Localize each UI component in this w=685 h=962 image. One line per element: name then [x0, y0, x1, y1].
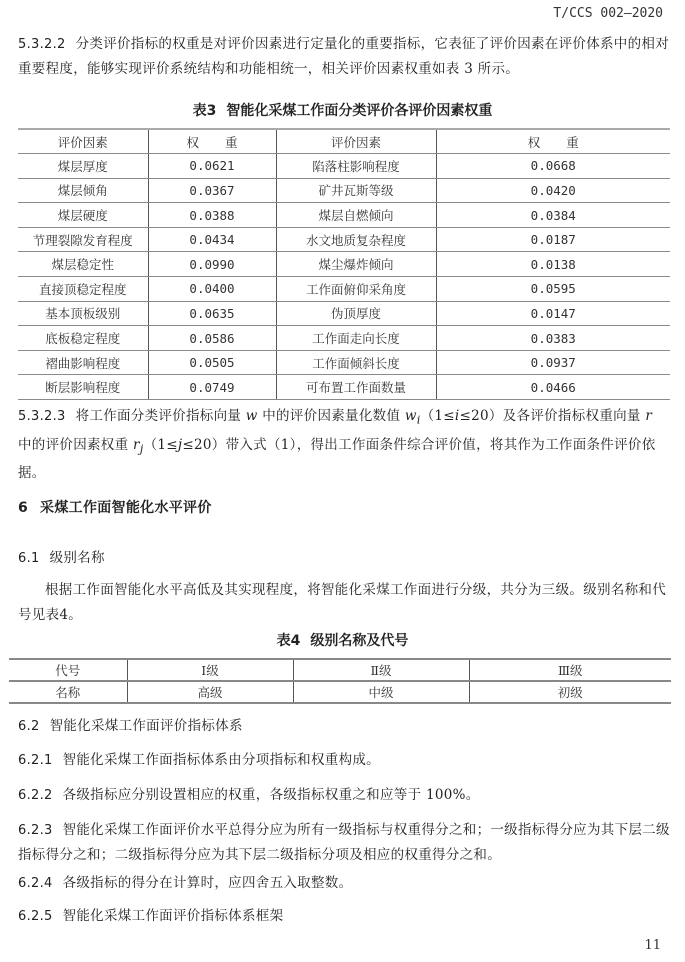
factor-cell: 直接顶稳定程度 — [18, 277, 148, 302]
weight-cell: 0.0388 — [148, 203, 276, 228]
clause-number: 6.2.3 — [18, 823, 53, 838]
header-weight: 权 重 — [436, 129, 670, 154]
factor-cell: 煤层稳定性 — [18, 252, 148, 277]
section-6-1-heading — [18, 546, 670, 571]
table4-caption-number: 表4 — [276, 633, 301, 649]
factor-cell: 煤尘爆炸倾向 — [276, 252, 436, 277]
variable-rj: r — [133, 436, 140, 453]
table3-caption — [0, 100, 685, 120]
clause-text-part: （1≤ — [143, 436, 178, 453]
weight-cell: 0.0749 — [148, 375, 276, 400]
level-cell: 中级 — [293, 681, 469, 703]
table-row — [18, 326, 670, 351]
clause-text: 智能化采煤工作面指标体系由分项指标和权重构成。 — [62, 752, 380, 768]
factor-cell: 伪顶厚度 — [276, 301, 436, 326]
table-row — [18, 227, 670, 252]
weight-cell: 0.0668 — [436, 154, 670, 179]
section-number: 6.2 — [18, 719, 40, 734]
clause-text: 分类评价指标的权重是对评价因素进行定量化的重要指标，它表征了评价因素在评价体系中的相对重要程度，能够实现评价系统结构和功能相统一，相关评价因素权重如表 3 所示。 — [18, 36, 669, 77]
clause-6-2-3 — [18, 818, 670, 868]
factor-cell: 工作面倾斜长度 — [276, 350, 436, 375]
weight-cell: 0.0147 — [436, 301, 670, 326]
clause-text-part: 中的评价因素权重 — [18, 436, 133, 453]
table4-caption — [0, 630, 685, 650]
clause-text: 各级指标应分别设置相应的权重，各级指标权重之和应等于 100%。 — [62, 787, 480, 803]
table-row — [9, 681, 671, 703]
table-row — [18, 154, 670, 179]
factor-cell: 节理裂隙发育程度 — [18, 227, 148, 252]
variable-j: j — [177, 436, 183, 453]
level-cell: 高级 — [127, 681, 293, 703]
factor-cell: 矿井瓦斯等级 — [276, 178, 436, 203]
factor-cell: 褶曲影响程度 — [18, 350, 148, 375]
table4-caption-title: 级别名称及代号 — [310, 633, 409, 649]
weight-cell: 0.0434 — [148, 227, 276, 252]
clause-number: 6.2.2 — [18, 788, 53, 803]
clause-number: 5.3.2.2 — [18, 37, 66, 52]
variable-r: r — [645, 408, 653, 424]
variable-i: i — [454, 408, 460, 424]
section-number: 6.1 — [18, 551, 40, 566]
weight-cell: 0.0621 — [148, 154, 276, 179]
factor-cell: 煤层硬度 — [18, 203, 148, 228]
factor-cell: 底板稳定程度 — [18, 326, 148, 351]
weight-cell: 0.0138 — [436, 252, 670, 277]
factor-cell: 陷落柱影响程度 — [276, 154, 436, 179]
section-title: 级别名称 — [49, 550, 105, 566]
variable-w: w — [245, 408, 258, 424]
table3-caption-title: 智能化采煤工作面分类评价各评价因素权重 — [226, 103, 493, 119]
clause-text-part: ≤20）及各评价指标权重向量 — [459, 408, 646, 424]
section-6-2-heading — [18, 714, 670, 739]
variable-wi: w — [404, 408, 417, 424]
clause-6-2-1 — [18, 748, 670, 773]
weight-cell: 0.0466 — [436, 375, 670, 400]
clause-text: 智能化采煤工作面评价指标体系框架 — [62, 908, 284, 924]
row-label-cell: 代号 — [9, 659, 127, 681]
row-label-cell: 名称 — [9, 681, 127, 703]
table3-factor-weights — [18, 128, 670, 400]
clause-text: 各级指标的得分在计算时，应四舍五入取整数。 — [62, 875, 353, 891]
page-number: 11 — [644, 938, 661, 953]
table3-caption-number: 表3 — [192, 103, 217, 119]
header-factor: 评价因素 — [18, 129, 148, 154]
factor-cell: 工作面俯仰采角度 — [276, 277, 436, 302]
factor-cell: 煤层倾角 — [18, 178, 148, 203]
clause-number: 5.3.2.3 — [18, 409, 66, 424]
table-row — [18, 301, 670, 326]
factor-cell: 工作面走向长度 — [276, 326, 436, 351]
weight-cell: 0.0937 — [436, 350, 670, 375]
table-row — [18, 375, 670, 400]
section-6-heading — [18, 496, 670, 521]
clause-text-part: ≤20）带入式（1），得出工作面条件综合评价值，将其作为工作面条件评价依据。 — [18, 436, 656, 482]
table-row — [18, 178, 670, 203]
level-cell: Ⅱ级 — [293, 659, 469, 681]
section-number: 6 — [18, 500, 29, 516]
section-6-1-body: 根据工作面智能化水平高低及其实现程度，将智能化采煤工作面进行分级，共分为三级。级别名称和代号见表4。 — [18, 582, 666, 623]
clause-5-3-2-3 — [18, 404, 670, 486]
level-cell: Ⅲ级 — [469, 659, 671, 681]
subscript-j: j — [139, 442, 144, 456]
weight-cell: 0.0595 — [436, 277, 670, 302]
section-title: 智能化采煤工作面评价指标体系 — [49, 718, 243, 734]
table4-level-names — [9, 658, 671, 704]
factor-cell: 煤层厚度 — [18, 154, 148, 179]
weight-cell: 0.0586 — [148, 326, 276, 351]
level-cell: 初级 — [469, 681, 671, 703]
weight-cell: 0.0400 — [148, 277, 276, 302]
factor-cell: 基本顶板级别 — [18, 301, 148, 326]
factor-cell: 水文地质复杂程度 — [276, 227, 436, 252]
clause-text: 智能化采煤工作面评价水平总得分应为所有一级指标与权重得分之和；一级指标得分应为其下层二级指标得分之和；二级指标得分应为其下层二级指标分项及相应的权重得分之和。 — [18, 822, 670, 863]
clause-6-2-4 — [18, 871, 670, 896]
subscript-i: i — [416, 413, 421, 427]
factor-cell: 煤层自燃倾向 — [276, 203, 436, 228]
weight-cell: 0.0187 — [436, 227, 670, 252]
document-code: T/CCS 002—2020 — [553, 6, 663, 21]
factor-cell: 断层影响程度 — [18, 375, 148, 400]
weight-cell: 0.0505 — [148, 350, 276, 375]
weight-cell: 0.0420 — [436, 178, 670, 203]
factor-cell: 可布置工作面数量 — [276, 375, 436, 400]
weight-cell: 0.0367 — [148, 178, 276, 203]
weight-cell: 0.0635 — [148, 301, 276, 326]
header-weight: 权 重 — [148, 129, 276, 154]
section-title: 采煤工作面智能化水平评价 — [40, 500, 212, 516]
clause-text-part: 中的评价因素量化数值 — [257, 408, 405, 424]
table3-header-row — [18, 129, 670, 154]
level-cell: Ⅰ级 — [127, 659, 293, 681]
table-row — [18, 350, 670, 375]
weight-cell: 0.0384 — [436, 203, 670, 228]
table-row — [18, 203, 670, 228]
clause-text-part: 将工作面分类评价指标向量 — [75, 408, 246, 424]
table-row — [9, 659, 671, 681]
clause-number: 6.2.4 — [18, 876, 53, 891]
clause-text-part: （1≤ — [420, 408, 455, 424]
weight-cell: 0.0383 — [436, 326, 670, 351]
weight-cell: 0.0990 — [148, 252, 276, 277]
clause-5-3-2-2 — [18, 32, 670, 82]
table-row — [18, 277, 670, 302]
header-factor: 评价因素 — [276, 129, 436, 154]
table-row — [18, 252, 670, 277]
clause-number: 6.2.5 — [18, 909, 53, 924]
clause-6-2-5 — [18, 904, 670, 929]
clause-number: 6.2.1 — [18, 753, 53, 768]
clause-6-2-2 — [18, 783, 670, 808]
